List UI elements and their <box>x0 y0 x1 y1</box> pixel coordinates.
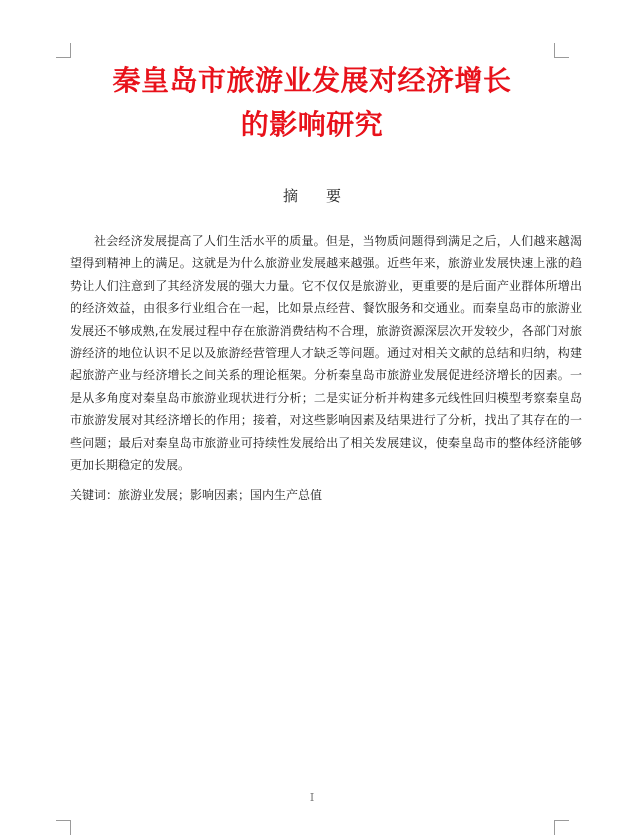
crop-mark-top-right <box>554 43 569 58</box>
crop-mark-top-left <box>56 43 71 58</box>
page-number: I <box>309 791 315 804</box>
keywords-line: 关键词：旅游业发展；影响因素；国内生产总值 <box>70 488 323 502</box>
title-line-2: 的影响研究 <box>240 108 384 141</box>
abstract-body: 社会经济发展提高了人们生活水平的质量。但是，当物质问题得到满足之后，人们越来越渴望得到精神上的满足。这就是为什么旅游业发展越来越强。近些年来，旅游业发展快速上涨的趋势让人们注意到了其经济发展的强大力量。它不仅仅是旅游业，更重要的是后面产业群体所增出的经济效益，由很多行业组合在一起，比如景点经营、餐饮服务和交通业。而秦皇岛市的旅游业发展还不够成熟,在发展过程中存在旅游消费结构不合理，旅游资源深层次开发较少，各部门对旅游经济的地位认识不足以及旅游经营管理人才缺乏等问题。通过对相关文献的总结和归纳，构建起旅游产业与经济增长之间关系的理论框架。分析秦皇岛市旅游业发展促进经济增长的因素。一是从多角度对秦皇岛市旅游业现状进行分析；二是实证分析并构建多元线性回归模型考察秦皇岛市旅游发展对其经济增长的作用；接着，对这些影响因素及结果进行了分析，找出了其存在的一些问题；最后对秦皇岛市旅游业可持续性发展给出了相关发展建议，使秦皇岛市的整体经济能够更加长期稳定的发展。 <box>70 234 582 473</box>
title-line-1: 秦皇岛市旅游业发展对经济增长 <box>112 64 512 97</box>
abstract-heading: 摘要 <box>282 187 369 205</box>
